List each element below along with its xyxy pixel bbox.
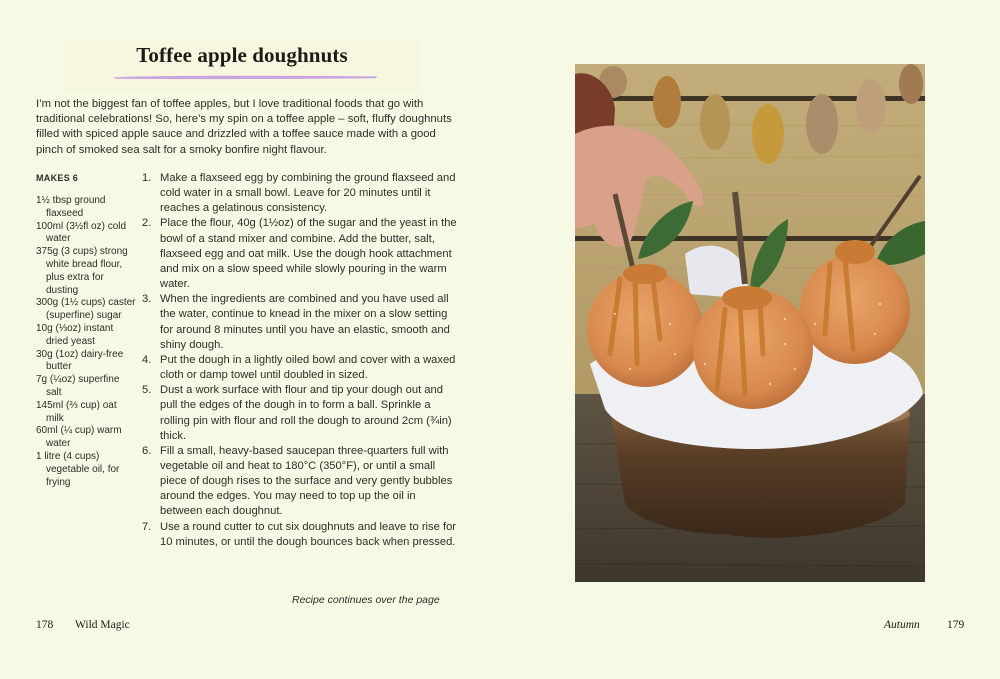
step-text: When the ingredients are combined and you have used all the water, continue to knead in the mixer on a slow setting for around 8 minutes until you have an elastic, smooth and shiny dough.: [160, 293, 450, 351]
step-number: 1.: [142, 172, 152, 184]
continues-note: Recipe continues over the page: [292, 594, 440, 606]
recipe-photo: [575, 64, 925, 582]
ingredient-item: 1 litre (4 cups) vegetable oil, for frying: [36, 450, 120, 488]
recipe-title: Toffee apple doughnuts: [136, 43, 348, 67]
step-text: Place the flour, 40g (1½oz) of the sugar and the yeast in the bowl of a stand mixer and combine. Add the butter, salt, flaxseed egg and oat milk. Use the dough hook attachment and mix on a slow speed while slowly pouring in the warm water.: [160, 217, 457, 291]
method-step: [142, 171, 457, 216]
left-page-number: 178: [36, 619, 54, 631]
step-number: 3.: [142, 293, 152, 306]
ingredient-item: 300g (1½ cups) caster (superfine) sugar: [36, 297, 136, 322]
right-running-title: Autumn: [884, 619, 920, 631]
step-number: 6.: [142, 444, 152, 457]
method-step: [142, 444, 457, 520]
ingredient-item: 375g (3 cups) strong white bread flour, plus extra for dusting: [36, 246, 128, 296]
method-step: [142, 520, 457, 550]
step-text: Put the dough in a lightly oiled bowl and cover with a waxed cloth or damp towel until doubled in sized.: [160, 353, 456, 382]
doughnuts-photo-illustration: [575, 64, 925, 582]
ingredient-item: 30g (1oz) dairy-free butter: [36, 348, 124, 373]
ingredient-item: 100ml (3½fl oz) cold water: [36, 220, 127, 245]
title-underline-brush-stroke: [112, 74, 379, 80]
step-text: Fill a small, heavy-based saucepan three-quarters full with vegetable oil and heat to 180°C (350°F), or until a small piece of dough rises to the surface and very gently bubbles around the edges. You may need to top up the oil in between each doughnut.: [160, 444, 453, 518]
ingredients-list: [36, 195, 136, 489]
ingredient-item: 60ml (¼ cup) warm water: [36, 425, 122, 450]
ingredient-item: 1½ tbsp ground flaxseed: [36, 195, 106, 219]
method-step: [142, 353, 457, 383]
step-text: Dust a work surface with flour and tip your dough out and pull the edges of the dough in to form a ball. Sprinkle a rolling pin with flour and roll the dough to around 2cm (¾in) thick.: [160, 384, 452, 442]
step-number: 2.: [142, 217, 152, 230]
step-number: 4.: [142, 353, 152, 366]
yield-label: MAKES 6: [36, 173, 79, 183]
step-text: Use a round cutter to cut six doughnuts and leave to rise for 10 minutes, or until the dough bounces back when pressed.: [160, 520, 457, 548]
ingredient-item: 10g (⅓oz) instant dried yeast: [36, 322, 114, 347]
step-number: 7.: [142, 520, 152, 533]
ingredient-item: 7g (¼oz) superfine salt: [36, 374, 120, 398]
ingredient-item: 145ml (⅔ cup) oat milk: [36, 399, 117, 424]
method-steps: [142, 171, 457, 550]
method-step: [142, 383, 457, 444]
right-page-number: 179: [947, 619, 965, 631]
step-number: 5.: [142, 384, 152, 397]
step-text: Make a flaxseed egg by combining the ground flaxseed and cold water in a small bowl. Leave for 20 minutes until it reaches a gelatinous consistency.: [160, 172, 456, 215]
left-running-title: Wild Magic: [75, 619, 130, 631]
recipe-intro: I’m not the biggest fan of toffee apples, but I love traditional foods that go with traditional celebrations! So, here’s my spin on a toffee apple – soft, fluffy doughnuts filled with spiced apple sauce and drizzled with a toffee sauce made with a good pinch of smoked sea salt for a smoky bonfire night flavour.: [36, 98, 452, 156]
method-step: [142, 216, 457, 292]
method-step: [142, 292, 457, 353]
